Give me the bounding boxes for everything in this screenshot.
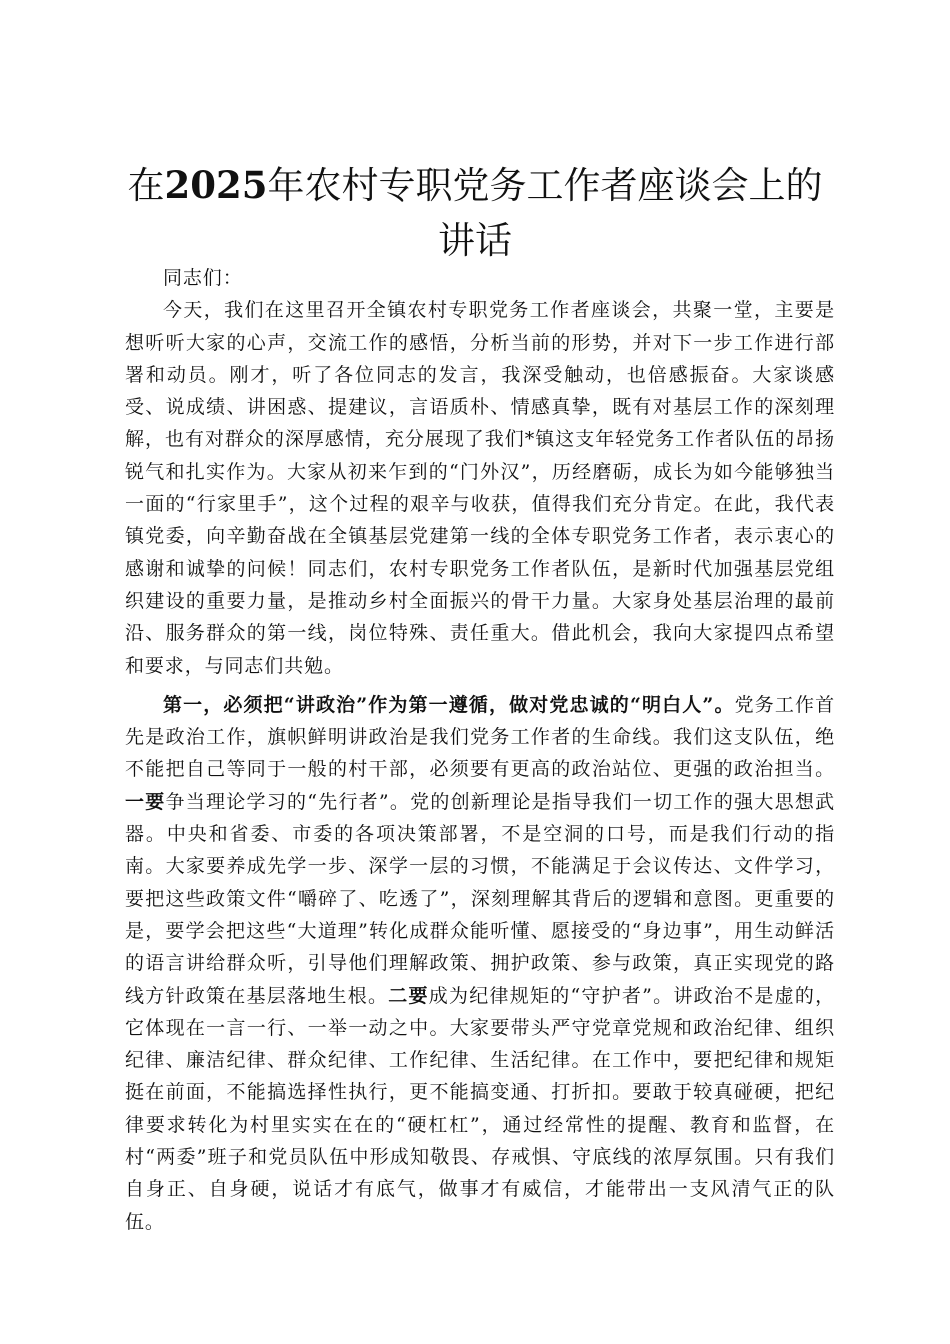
title-year: 2025 — [164, 163, 268, 207]
salutation: 同志们： — [163, 267, 243, 289]
paragraph-first-requirement — [125, 689, 835, 1238]
paragraph-text-c: 成为纪律规矩的“守护者”。讲政治不是虚的，它体现在一言一行、一举一动之中。大家要带头严守党章党规和政治纪律、组织纪律、廉洁纪律、群众纪律、工作纪律、生活纪律。在工作中，要把纪律和规矩挺在前面，不能搞选择性执行，更不能搞变通、打折扣。要敢于较真碰硬，把纪律要求转化为村里实实在在的“硬杠杠”，通过经常性的提醒、教育和监督，在村“两委”班子和党员队伍中形成知敬畏、存戒惧、守底线的浓厚氛围。只有我们自身正、自身硬，说话才有底气，做事才有威信，才能带出一支风清气正的队伍。 — [125, 984, 835, 1233]
paragraph-opening: 今天，我们在这里召开全镇农村专职党务工作者座谈会，共聚一堂，主要是想听听大家的心声，交流工作的感悟，分析当前的形势，并对下一步工作进行部署和动员。刚才，听了各位同志的发言，我深受触动，也倍感振奋。大家谈感受、说成绩、讲困惑、提建议，言语质朴、情感真挚，既有对基层工作的深刻理解，也有对群众的深厚感情，充分展现了我们*镇这支年轻党务工作者队伍的昂扬锐气和扎实作为。大家从初来乍到的“门外汉”，历经磨砺，成长为如今能够独当一面的“行家里手”，这个过程的艰辛与收获，值得我们充分肯定。在此，我代表镇党委，向辛勤奋战在全镇基层党建第一线的全体专职党务工作者，表示衷心的感谢和诚挚的问候！同志们，农村专职党务工作者队伍，是新时代加强基层党组织建设的重要力量，是推动乡村全面振兴的骨干力量。大家身处基层治理的最前沿、服务群众的第一线，岗位特殊、责任重大。借此机会，我向大家提四点希望和要求，与同志们共勉。 — [125, 299, 835, 677]
title-prefix: 在 — [127, 164, 165, 207]
document-body — [125, 262, 835, 1238]
point-marker-one: 一要 — [125, 790, 166, 813]
paragraph-text-a: 党务工作首先是政治工作，旗帜鲜明讲政治是我们党务工作者的生命线。我们这支队伍，绝不能把自己等同于一般的村干部，必须要有更高的政治站位、更强的政治担当。 — [125, 693, 835, 781]
document-title — [110, 158, 840, 268]
point-marker-two: 二要 — [388, 984, 429, 1007]
paragraph-text-b: 争当理论学习的“先行者”。党的创新理论是指导我们一切工作的强大思想武器。中央和省委、市委的各项决策部署，不是空洞的口号，而是我们行动的指南。大家要养成先学一步、深学一层的习惯，不能满足于会议传达、文件学习，要把这些政策文件“嚼碎了、吃透了”，深刻理解其背后的逻辑和意图。更重要的是，要学会把这些“大道理”转化成群众能听懂、愿接受的“身边事”，用生动鲜活的语言讲给群众听，引导他们理解政策、拥护政策、参与政策，真正实现党的路线方针政策在基层落地生根。 — [125, 790, 835, 1007]
paragraph-heading: 第一，必须把“讲政治”作为第一遵循，做对党忠诚的“明白人”。 — [163, 693, 735, 716]
title-suffix: 年农村专职党务工作者座谈会上的讲话 — [267, 164, 823, 262]
